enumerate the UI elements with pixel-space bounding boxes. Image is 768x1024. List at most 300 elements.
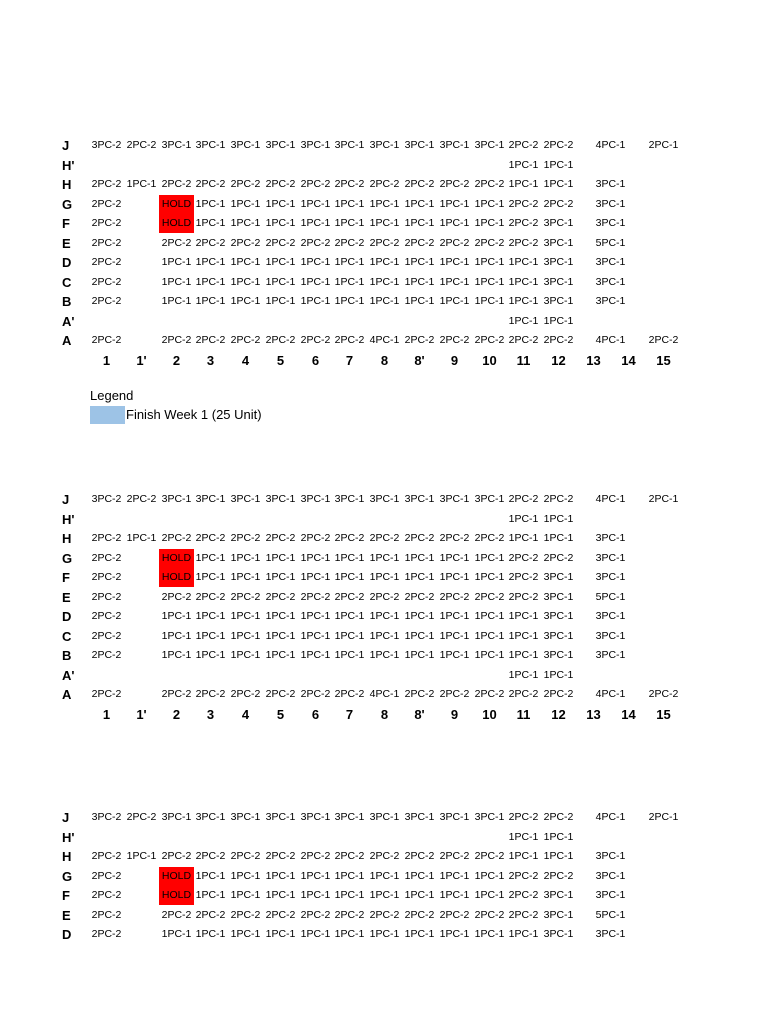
legend-title: Legend [90,388,134,403]
unit-cell: 2PC-2 [404,532,435,544]
unit-cell: 2PC-2 [195,590,226,603]
unit-cell: 2PC-2 [648,334,679,346]
row-label: A' [62,313,75,329]
unit-cell: 1PC-1 [161,610,192,622]
unit-cell: 3PC-1 [334,139,365,151]
column-label: 8' [414,706,425,722]
unit-cell: 2PC-2 [300,908,331,921]
unit-cell: 1PC-1 [474,889,505,901]
column-label: 9 [450,352,459,368]
column-label: 10 [482,352,497,368]
column-label: 1 [102,352,111,368]
unit-cell: 3PC-1 [595,928,626,940]
unit-cell: 1PC-1 [508,314,539,327]
unit-cell: 3PC-1 [334,493,365,505]
unit-cell: 3PC-1 [543,908,574,921]
unit-cell: 1PC-1 [195,551,226,564]
unit-cell: 2PC-2 [404,178,435,190]
column-label-row [0,705,768,724]
unit-cell: 1PC-1 [195,869,226,882]
grid-row [0,808,768,827]
column-label: 2 [172,706,181,722]
unit-cell: 3PC-1 [334,811,365,823]
unit-cell: 2PC-2 [508,236,539,249]
unit-cell: 3PC-1 [404,811,435,823]
grid-row [0,607,768,626]
row-label: F [62,216,70,231]
unit-cell: 1PC-1 [126,850,157,862]
unit-cell: 1PC-1 [543,830,574,843]
unit-cell: 1PC-1 [195,610,226,622]
unit-cell: 2PC-2 [195,908,226,921]
unit-cell: 2PC-2 [334,178,365,190]
unit-cell: 1PC-1 [334,551,365,564]
unit-cell: 2PC-2 [265,532,296,544]
unit-cell: 3PC-1 [265,139,296,151]
row-label: H [62,531,72,546]
unit-cell: 3PC-1 [595,295,626,307]
unit-cell: 1PC-1 [439,889,470,901]
hold-cell: HOLD [159,867,194,886]
unit-cell: 1PC-1 [265,571,296,583]
unit-cell: 3PC-1 [300,811,331,823]
column-label: 13 [586,352,601,368]
row-label: D [62,609,72,624]
unit-cell: 2PC-2 [195,178,226,190]
hold-cell: HOLD [159,214,194,233]
unit-cell: 1PC-1 [474,275,505,288]
unit-cell: 2PC-2 [543,688,574,700]
unit-cell: 3PC-1 [543,629,574,642]
column-label: 13 [586,706,601,722]
unit-cell: 3PC-1 [404,493,435,505]
unit-cell: 2PC-2 [91,688,122,700]
unit-cell: 3PC-1 [595,256,626,268]
unit-cell: 3PC-2 [91,811,122,823]
unit-cell: 1PC-1 [508,158,539,171]
unit-cell: 2PC-2 [543,197,574,210]
unit-cell: 2PC-2 [230,334,261,346]
unit-cell: 1PC-1 [474,256,505,268]
grid-row [0,886,768,905]
unit-cell: 2PC-2 [230,688,261,700]
unit-cell: 1PC-1 [369,217,400,229]
unit-cell: 1PC-1 [474,610,505,622]
unit-cell: 3PC-1 [161,139,192,151]
unit-cell: 1PC-1 [404,256,435,268]
row-label: A' [62,667,75,683]
grid-row [0,136,768,155]
unit-cell: 1PC-1 [543,532,574,544]
unit-cell: 3PC-1 [543,610,574,622]
column-label: 2 [172,352,181,368]
unit-cell: 1PC-1 [230,275,261,288]
unit-cell: 1PC-1 [230,571,261,583]
unit-cell: 1PC-1 [404,610,435,622]
unit-cell: 2PC-2 [474,908,505,921]
unit-cell: 3PC-1 [369,811,400,823]
unit-cell: 1PC-1 [474,551,505,564]
unit-cell: 1PC-1 [195,649,226,661]
unit-cell: 1PC-1 [474,649,505,661]
unit-cell: 2PC-2 [439,850,470,862]
unit-cell: 1PC-1 [265,629,296,642]
column-label: 11 [516,352,531,368]
unit-cell: 1PC-1 [439,571,470,583]
unit-cell: 1PC-1 [404,649,435,661]
unit-cell: 2PC-2 [508,139,539,151]
unit-cell: 3PC-1 [595,649,626,661]
unit-cell: 4PC-1 [369,334,400,346]
unit-cell: 3PC-1 [161,811,192,823]
unit-cell: 2PC-2 [91,551,122,564]
unit-cell: 1PC-1 [369,551,400,564]
unit-cell: 4PC-1 [595,688,626,700]
unit-cell: 1PC-1 [300,649,331,661]
unit-cell: 2PC-2 [508,334,539,346]
unit-cell: 3PC-1 [595,629,626,642]
unit-cell: 2PC-2 [91,590,122,603]
unit-cell: 2PC-2 [508,811,539,823]
grid-row [0,549,768,568]
column-label: 14 [621,352,636,368]
unit-cell: 3PC-1 [543,889,574,901]
unit-cell: 2PC-2 [474,688,505,700]
unit-cell: 3PC-1 [543,295,574,307]
unit-cell: 2PC-2 [404,850,435,862]
unit-cell: 3PC-1 [543,928,574,940]
unit-cell: 2PC-2 [439,334,470,346]
unit-cell: 4PC-1 [595,139,626,151]
column-label: 12 [551,706,566,722]
row-label: G [62,550,73,566]
unit-cell: 2PC-2 [334,334,365,346]
grid-row [0,847,768,866]
unit-cell: 2PC-2 [300,334,331,346]
unit-cell: 2PC-2 [230,908,261,921]
unit-cell: 2PC-2 [91,275,122,288]
unit-cell: 2PC-2 [508,551,539,564]
unit-cell: 1PC-1 [195,217,226,229]
grid-row [0,331,768,350]
unit-cell: 3PC-1 [543,236,574,249]
unit-cell: 3PC-1 [230,493,261,505]
unit-cell: 2PC-2 [439,236,470,249]
unit-cell: 1PC-1 [508,295,539,307]
unit-cell: 2PC-1 [648,493,679,505]
unit-cell: 2PC-2 [91,629,122,642]
unit-cell: 3PC-1 [543,217,574,229]
unit-cell: 1PC-1 [369,869,400,882]
row-label: G [62,868,73,884]
legend-swatch [90,406,125,424]
unit-cell: 1PC-1 [161,256,192,268]
unit-cell: 1PC-1 [265,928,296,940]
unit-cell: 1PC-1 [439,217,470,229]
unit-cell: 1PC-1 [300,869,331,882]
unit-cell: 1PC-1 [230,649,261,661]
unit-cell: 3PC-1 [595,532,626,544]
unit-cell: 1PC-1 [508,532,539,544]
unit-cell: 2PC-2 [300,590,331,603]
unit-cell: 2PC-1 [648,811,679,823]
column-label: 6 [311,706,320,722]
unit-cell: 3PC-1 [595,610,626,622]
unit-cell: 1PC-1 [195,256,226,268]
unit-cell: 1PC-1 [439,275,470,288]
grid-row [0,828,768,847]
unit-cell: 1PC-1 [230,197,261,210]
unit-cell: 2PC-2 [91,295,122,307]
row-label: E [62,589,71,605]
unit-cell: 2PC-2 [334,590,365,603]
unit-cell: 2PC-2 [508,869,539,882]
grid-row [0,292,768,311]
grid-row [0,627,768,646]
unit-cell: 2PC-2 [91,236,122,249]
unit-cell: 2PC-2 [369,236,400,249]
unit-cell: 1PC-1 [195,928,226,940]
unit-cell: 1PC-1 [508,610,539,622]
column-label: 14 [621,706,636,722]
unit-cell: 2PC-2 [195,532,226,544]
unit-cell: 2PC-2 [91,908,122,921]
unit-cell: 2PC-2 [369,850,400,862]
hold-cell: HOLD [159,568,194,587]
column-label: 1' [136,352,147,368]
column-label: 8' [414,352,425,368]
unit-cell: 1PC-1 [334,571,365,583]
row-label: F [62,888,70,903]
unit-cell: 4PC-1 [595,811,626,823]
row-label: J [62,810,70,825]
unit-cell: 3PC-1 [595,275,626,288]
row-label: C [62,628,72,644]
unit-cell: 3PC-1 [595,869,626,882]
unit-cell: 2PC-2 [230,532,261,544]
unit-cell: 2PC-2 [300,236,331,249]
unit-cell: 2PC-2 [543,551,574,564]
grid-row [0,867,768,886]
unit-cell: 1PC-1 [543,158,574,171]
unit-cell: 2PC-2 [265,334,296,346]
unit-cell: 2PC-2 [230,850,261,862]
row-label: E [62,235,71,251]
unit-cell: 5PC-1 [595,236,626,249]
unit-cell: 2PC-2 [404,688,435,700]
column-label: 5 [276,706,285,722]
unit-cell: 3PC-1 [369,139,400,151]
column-label: 10 [482,706,497,722]
unit-cell: 2PC-2 [300,688,331,700]
unit-cell: 2PC-2 [91,649,122,661]
column-label: 1 [102,706,111,722]
unit-cell: 1PC-1 [230,629,261,642]
unit-cell: 1PC-1 [404,629,435,642]
unit-cell: 2PC-2 [195,334,226,346]
unit-cell: 1PC-1 [300,197,331,210]
column-label-row [0,351,768,370]
column-label: 4 [241,352,250,368]
unit-cell: 2PC-2 [369,590,400,603]
unit-cell: 2PC-2 [334,236,365,249]
unit-cell: 1PC-1 [195,571,226,583]
unit-cell: 1PC-1 [334,649,365,661]
unit-cell: 2PC-2 [404,334,435,346]
grid-row [0,925,768,944]
unit-cell: 3PC-1 [543,649,574,661]
unit-cell: 2PC-2 [543,139,574,151]
unit-cell: 2PC-2 [91,850,122,862]
row-label: J [62,138,70,153]
unit-cell: 2PC-2 [543,811,574,823]
unit-cell: 2PC-2 [508,908,539,921]
unit-cell: 1PC-1 [300,610,331,622]
unit-cell: 1PC-1 [265,217,296,229]
unit-cell: 1PC-1 [508,830,539,843]
row-label: G [62,196,73,212]
grid-row [0,175,768,194]
unit-cell: 1PC-1 [508,256,539,268]
row-label: J [62,492,70,507]
legend-item-label: Finish Week 1 (25 Unit) [126,407,262,422]
grid-row [0,195,768,214]
unit-cell: 1PC-1 [230,256,261,268]
unit-cell: 3PC-1 [595,571,626,583]
unit-cell: 2PC-2 [474,850,505,862]
unit-cell: 2PC-2 [439,688,470,700]
unit-cell: 4PC-1 [595,493,626,505]
grid-row [0,273,768,292]
unit-cell: 3PC-1 [474,139,505,151]
unit-cell: 2PC-2 [404,236,435,249]
unit-cell: 1PC-1 [404,197,435,210]
unit-cell: 1PC-1 [508,649,539,661]
unit-cell: 2PC-2 [474,236,505,249]
unit-cell: 3PC-1 [543,571,574,583]
unit-cell: 2PC-2 [161,532,192,544]
row-label: B [62,648,72,663]
unit-cell: 1PC-1 [334,197,365,210]
unit-cell: 1PC-1 [474,217,505,229]
unit-cell: 1PC-1 [508,275,539,288]
unit-cell: 2PC-2 [230,236,261,249]
unit-cell: 5PC-1 [595,908,626,921]
unit-cell: 1PC-1 [334,869,365,882]
unit-cell: 2PC-2 [195,236,226,249]
unit-cell: 2PC-2 [334,908,365,921]
unit-cell: 1PC-1 [404,889,435,901]
unit-cell: 1PC-1 [543,850,574,862]
grid-row [0,529,768,548]
unit-cell: 2PC-2 [404,908,435,921]
unit-cell: 2PC-2 [300,178,331,190]
unit-cell: 3PC-1 [474,493,505,505]
unit-cell: 2PC-2 [648,688,679,700]
unit-cell: 1PC-1 [161,629,192,642]
unit-cell: 3PC-1 [595,551,626,564]
unit-cell: 2PC-2 [369,908,400,921]
grid-row [0,568,768,587]
unit-cell: 1PC-1 [195,629,226,642]
row-label: D [62,927,72,942]
unit-cell: 2PC-2 [369,178,400,190]
grid-row [0,588,768,607]
column-label: 12 [551,352,566,368]
unit-cell: 1PC-1 [404,928,435,940]
unit-cell: 1PC-1 [265,197,296,210]
grid-row [0,646,768,665]
unit-cell: 1PC-1 [474,629,505,642]
column-label: 4 [241,706,250,722]
unit-cell: 1PC-1 [334,629,365,642]
unit-cell: 5PC-1 [595,590,626,603]
column-label: 5 [276,352,285,368]
unit-cell: 2PC-2 [126,493,157,505]
unit-cell: 1PC-1 [265,256,296,268]
unit-cell: 2PC-2 [474,178,505,190]
unit-cell: 1PC-1 [369,610,400,622]
unit-cell: 3PC-1 [474,811,505,823]
unit-cell: 1PC-1 [543,512,574,525]
unit-cell: 1PC-1 [404,217,435,229]
unit-cell: 1PC-1 [474,197,505,210]
unit-cell: 2PC-2 [439,532,470,544]
column-label: 3 [206,352,215,368]
unit-cell: 1PC-1 [265,275,296,288]
unit-cell: 1PC-1 [543,668,574,681]
unit-cell: 1PC-1 [369,256,400,268]
row-label: H [62,849,72,864]
unit-cell: 2PC-2 [508,493,539,505]
unit-cell: 1PC-1 [230,889,261,901]
unit-cell: 1PC-1 [369,928,400,940]
unit-cell: 2PC-2 [439,908,470,921]
unit-cell: 2PC-2 [300,532,331,544]
unit-cell: 1PC-1 [404,869,435,882]
unit-cell: 2PC-1 [648,139,679,151]
unit-cell: 1PC-1 [334,256,365,268]
unit-cell: 1PC-1 [300,629,331,642]
unit-cell: 3PC-1 [161,493,192,505]
unit-cell: 4PC-1 [595,334,626,346]
unit-cell: 1PC-1 [369,275,400,288]
unit-cell: 2PC-2 [161,688,192,700]
unit-cell: 1PC-1 [369,197,400,210]
unit-cell: 2PC-2 [161,178,192,190]
unit-cell: 1PC-1 [404,551,435,564]
unit-cell: 1PC-1 [230,610,261,622]
unit-cell: 3PC-1 [369,493,400,505]
unit-cell: 1PC-1 [404,295,435,307]
column-label: 7 [345,706,354,722]
unit-cell: 2PC-2 [265,178,296,190]
unit-cell: 2PC-2 [91,217,122,229]
unit-cell: 1PC-1 [334,295,365,307]
unit-cell: 1PC-1 [404,571,435,583]
unit-cell: 1PC-1 [439,649,470,661]
unit-cell: 1PC-1 [334,217,365,229]
unit-cell: 3PC-1 [265,811,296,823]
column-label: 11 [516,706,531,722]
column-label: 6 [311,352,320,368]
unit-cell: 2PC-2 [334,532,365,544]
grid-row [0,156,768,175]
unit-cell: 1PC-1 [195,275,226,288]
unit-cell: 2PC-2 [439,178,470,190]
unit-cell: 3PC-1 [439,493,470,505]
unit-cell: 1PC-1 [300,551,331,564]
